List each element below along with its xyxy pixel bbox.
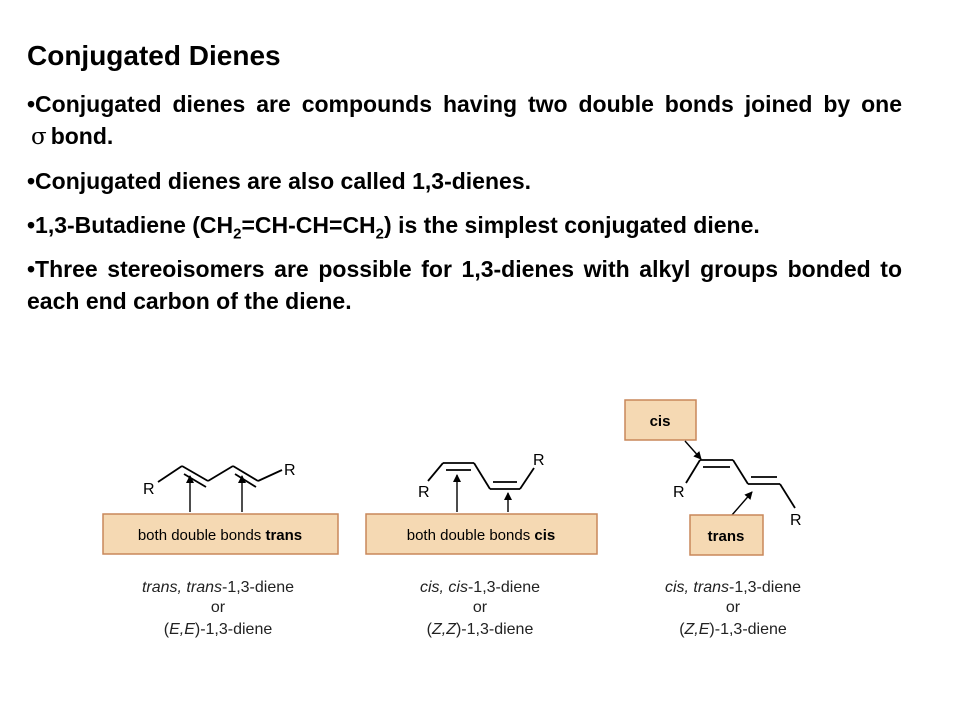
cis-cis-caption-line1: cis, cis-1,3-diene <box>419 579 541 596</box>
cis-label: cis <box>649 413 671 430</box>
cis-trans-r-right: R <box>790 512 802 529</box>
trans-trans-label: both double bonds trans <box>137 527 303 544</box>
bullet-butadiene <box>27 209 902 241</box>
cis-trans-caption-or: or <box>725 599 741 616</box>
cis-cis-caption-line3: (Z,Z)-1,3-diene <box>426 621 534 638</box>
cis-trans-skeleton <box>686 460 795 508</box>
subscript-2b: 2 <box>375 225 385 243</box>
cis-cis-label: both double bonds cis <box>406 527 556 544</box>
cis-trans-caption-line3: (Z,E)-1,3-diene <box>679 621 787 638</box>
cis-cis-caption-or: or <box>472 599 488 616</box>
butadiene-text-a: •1,3-Butadiene (CH <box>27 212 234 238</box>
cis-trans-diene <box>625 400 802 638</box>
bullet-definition-end: bond. <box>50 123 114 149</box>
cis-cis-skeleton <box>428 463 534 489</box>
trans-trans-r-left: R <box>143 481 155 498</box>
trans-trans-caption-line3: (E,E)-1,3-diene <box>163 621 273 638</box>
bullet-alias: •Conjugated dienes are also called 1,3-dienes. <box>27 168 532 194</box>
trans-trans-skeleton <box>158 466 282 487</box>
bullet-stereoisomers: •Three stereoisomers are possible for 1,3-dienes with alkyl groups bonded to each end carbon of the diene. <box>27 256 902 314</box>
cis-cis-r-left: R <box>418 484 430 501</box>
stereoisomer-figure <box>0 380 960 670</box>
trans-trans-r-right: R <box>284 462 296 479</box>
sigma-symbol: σ <box>31 124 47 150</box>
trans-trans-diene <box>103 462 338 638</box>
bullet-definition-text: •Conjugated dienes are compounds having two double bonds joined by one <box>27 91 902 117</box>
trans-trans-caption-line1: trans, trans-1,3-diene <box>141 579 295 596</box>
cis-trans-caption-line1: cis, trans-1,3-diene <box>664 579 802 596</box>
bullet-list <box>27 88 902 329</box>
butadiene-text-b: =CH-CH=CH <box>241 212 376 238</box>
cis-arrow <box>685 441 701 459</box>
trans-arrow <box>732 492 752 515</box>
cis-trans-r-left: R <box>673 484 685 501</box>
bullet-definition <box>27 88 902 153</box>
cis-cis-diene <box>366 452 597 638</box>
trans-label: trans <box>707 528 745 545</box>
cis-cis-r-right: R <box>533 452 545 469</box>
slide-title: Conjugated Dienes <box>27 40 281 71</box>
subscript-2a: 2 <box>233 225 242 243</box>
butadiene-text-c: ) is the simplest conjugated diene. <box>384 212 760 238</box>
trans-trans-caption-or: or <box>210 599 226 616</box>
